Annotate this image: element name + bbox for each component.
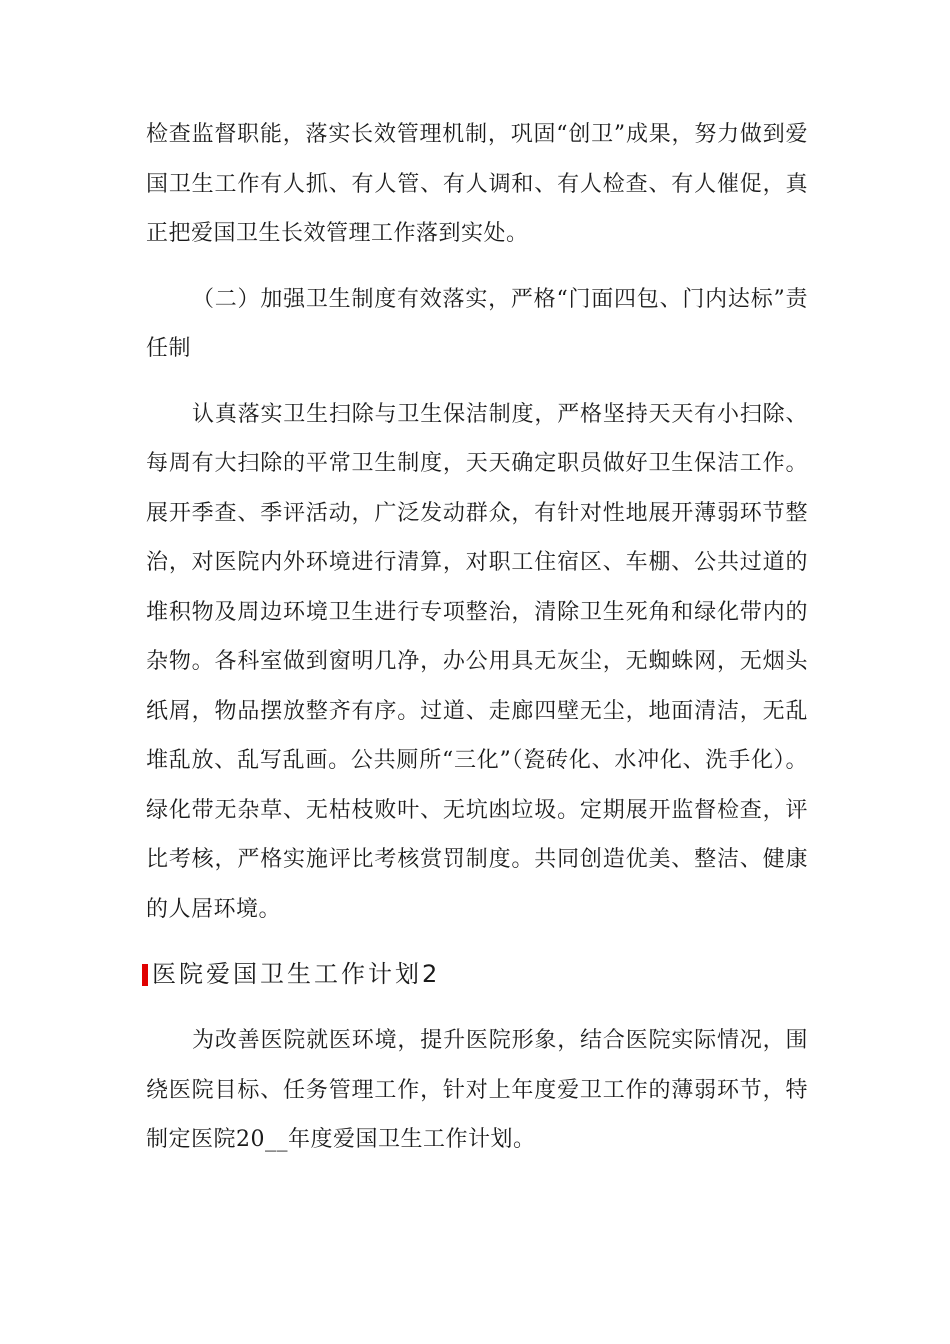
body-paragraph: 检查监督职能，落实长效管理机制，巩固“创卫”成果，努力做到爱国卫生工作有人抓、有人管、有人调和、有人检查、有人催促，真正把爱国卫生长效管理工作落到实处。 bbox=[146, 122, 808, 246]
body-paragraph: 认真落实卫生扫除与卫生保洁制度，严格坚持天天有小扫除、每周有大扫除的平常卫生制度，天天确定职员做好卫生保洁工作。展开季查、季评活动，广泛发动群众，有针对性地展开薄弱环节整治，对医院内外环境进行清算，对职工住宿区、车棚、公共过道的堆积物及周边环境卫生进行专项整治，清除卫生死角和绿化带内的杂物。各科室做到窗明几净，办公用具无灰尘，无蜘蛛网，无烟头纸屑，物品摆放整齐有序。过道、走廊四壁无尘，地面清洁，无乱堆乱放、乱写乱画。公共厕所“三化”（瓷砖化、水冲化、洗手化）。绿化带无杂草、无枯枝败叶、无坑凼垃圾。定期展开监督检查，评比考核，严格实施评比考核赏罚制度。共同创造优美、整洁、健康的人居环境。 bbox=[146, 401, 808, 922]
body-paragraph: 为改善医院就医环境，提升医院形象，结合医院实际情况，围绕医院目标、任务管理工作，针对上年度爱卫工作的薄弱环节，特制定医院20__年度爱国卫生工作计划。 bbox=[146, 1028, 808, 1152]
section-heading-text: 医院爱国卫生工作计划2 bbox=[152, 960, 441, 988]
section-subheading: （二）加强卫生制度有效落实，严格“门面四包、门内达标”责任制 bbox=[146, 286, 808, 361]
heading-marker-icon bbox=[142, 964, 148, 986]
document-page bbox=[146, 110, 808, 1165]
section-heading bbox=[142, 952, 808, 996]
